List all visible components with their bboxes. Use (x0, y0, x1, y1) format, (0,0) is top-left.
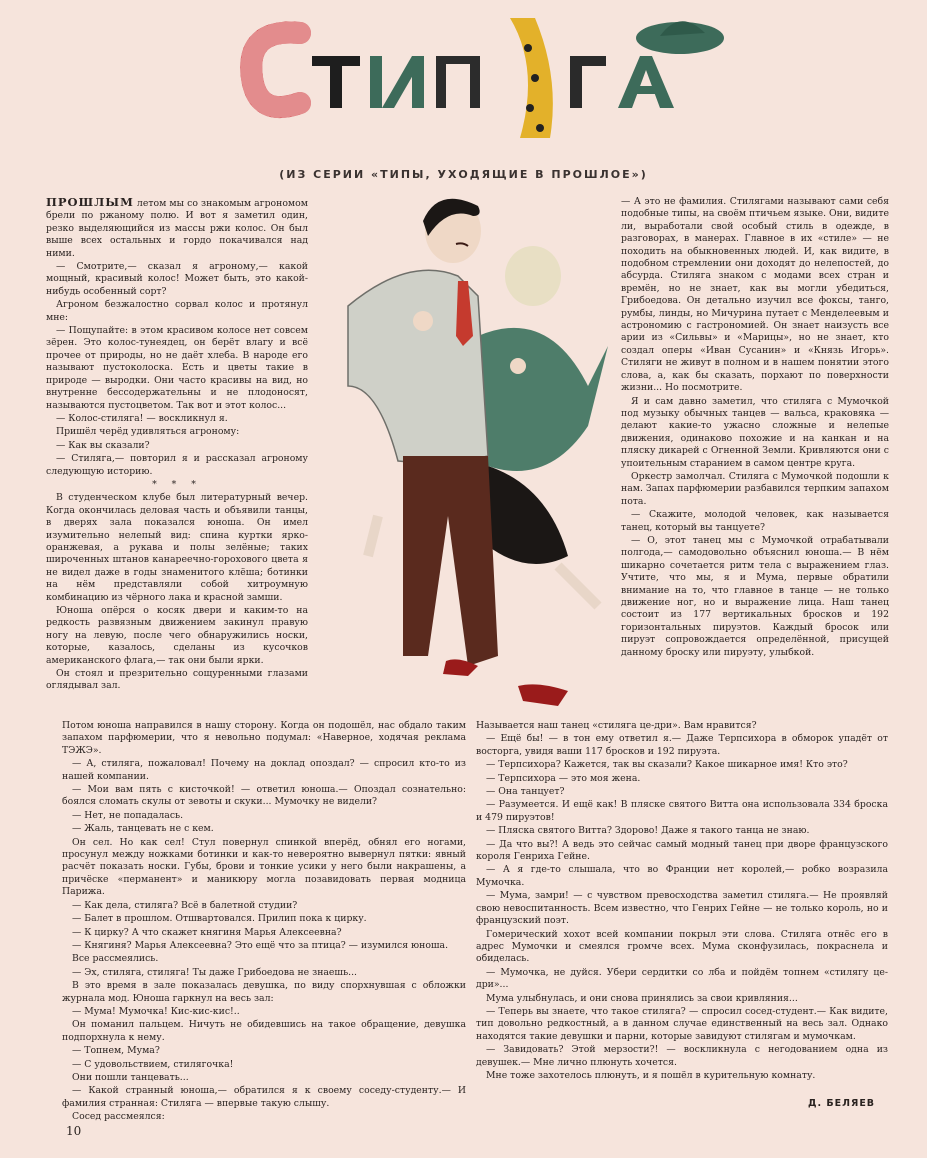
paragraph: — А я где-то слышала, что во Франции нет королей,— робко возразила Мумочка. (476, 864, 888, 888)
paragraph: — Как вы сказали? (56, 439, 150, 451)
paragraph: — Как дела, стиляга? Всё в балетной студии? (72, 899, 298, 911)
paragraph: Он сел. Но как сел! Стул повернул спинкой вперёд, обнял его ногами, просунул между ножками ботинки и как-то невероятно вывернул пятки: явный расчёт показать носки. Губы, брови и тонкие усики у него были накрашены, а причёске «перманент» и маникюру могла позавидовать первая модница Парижа. (62, 836, 466, 898)
paragraph: Мне тоже захотелось плюнуть, и я пошёл в курительную комнату. (486, 1069, 816, 1081)
paragraph: Все рассмеялись. (72, 953, 159, 965)
paragraph: — Завидовать? Этой мерзости?! — воскликнула с негодованием одна из девушек.— Мне лично плюнуть хочется. (476, 1044, 888, 1068)
paragraph: — Мумочка, не дуйся. Убери сердитки со лба и пойдём топнем «стилягу це-дри»... (476, 966, 888, 991)
paragraph: Я и сам давно заметил, что стиляга с Мумочкой под музыку обычных танцев — вальса, краковяка — делают какие-то ужасно сложные и нелепые движения, одинаково похожие и на канкан и на пляску дикарей с Огненной Земли. Кривляются они с упоительным старанием в самом центре круга. (621, 395, 889, 469)
paragraph: Называется наш танец «стиляга це-дри». Вам нравится? (476, 720, 757, 731)
paragraph: — Мума, замри! — с чувством превосходства заметил стиляга.— Не проявляй свою невоспитанность. Всем известно, что Генрих Гейне — не только король, но и французский поэт. (476, 890, 888, 927)
paragraph: Потом юноша направился в нашу сторону. Когда он подошёл, нас обдало таким запахом парфюмерии, что я невольно подумал: «Наверное, ходячая реклама ТЭЖЭ». (62, 720, 466, 756)
paragraph (46, 196, 308, 260)
paragraph: Он стоял и презрительно сощуренными глазами оглядывал зал. (46, 668, 308, 692)
paragraph: — Нет, не попадалась. (72, 809, 184, 821)
article-column-bottom-right (476, 720, 888, 1085)
author-signature: Д. БЕЛЯЕВ (808, 1098, 876, 1109)
drop-capital: ПРОШЛЫМ (46, 195, 134, 209)
paragraph: — Терпсихора — это моя жена. (486, 772, 641, 784)
page-number: 10 (66, 1124, 82, 1138)
paragraph: — Колос-стиляга! — воскликнул я. (56, 412, 228, 424)
paragraph: — Разумеется. И ещё как! В пляске святого Витта она использовала 334 броска и 479 пируэтов! (476, 799, 888, 823)
article-column-right (621, 196, 889, 724)
paragraph: — Смотрите,— сказал я агроному,— какой мощный, красивый колос! Может быть, это какой-нибудь особенный сорт? (46, 261, 308, 297)
paragraph: — О, этот танец мы с Мумочкой отрабатывали полгода,— самодовольно объяснил юноша.— В нём шикарно сочетается ритм тела с выражением глаз. Учтите, что мы, я и Мума, первые обратили внимание на то, что главное в танце — не только движение ног, но и выражение лица. Наш танец состоит из 177 вертикальных бросков и 192 горизонтальных пируэтов. Каждый бросок или пируэт сопровождается определённой, присущей данному броску или пируэту, улыбкой. (621, 534, 889, 658)
subtitle: (ИЗ СЕРИИ «ТИПЫ, УХОДЯЩИЕ В ПРОШЛОЕ») (279, 168, 648, 181)
paragraph: — Какой странный юноша,— обратился я к своему соседу-студенту.— И фамилия странная: Стиляга — впервые такую слышу. (62, 1085, 466, 1109)
paragraph: — Теперь вы знаете, что такое стиляга? — спросил сосед-студент.— Как видите, тип довольно редкостный, а в данном случае единственный на весь зал. Однако находятся такие девушки и парни, которые завидуют стилягам и мумочкам. (476, 1005, 888, 1042)
paragraph: — Княгиня? Марья Алексеевна? Это ещё что за птица? — изумился юноша. (72, 939, 449, 951)
paragraph: — Мои вам пять с кисточкой! — ответил юноша.— Опоздал сознательно: боялся сломать скулы от зевоты и скуки... Мумочку не видели? (62, 784, 466, 808)
paragraph: — Скажите, молодой человек, как называется танец, который вы танцуете? (621, 509, 889, 533)
paragraph: Агроном безжалостно сорвал колос и протянул мне: (46, 299, 308, 323)
section-divider: * * * (152, 478, 202, 490)
paragraph: Оркестр замолчал. Стиляга с Мумочкой подошли к нам. Запах парфюмерии разбавился терпким запахом пота. (621, 470, 889, 507)
paragraph: Он поманил пальцем. Ничуть не обидевшись на такое обращение, девушка подпорхнула к нему. (62, 1019, 466, 1043)
paragraph: — К цирку? А что скажет княгиня Марья Алексеевна? (72, 926, 342, 938)
paragraph: — С удовольствием, стилягочка! (72, 1058, 234, 1070)
title-lettering-art (240, 8, 740, 148)
paragraph: — Пляска святого Витта? Здорово! Даже я такого танца не знаю. (486, 825, 810, 837)
article-column-bottom-left (62, 720, 466, 1123)
paragraph: В студенческом клубе был литературный вечер. Когда окончилась деловая часть и объявили танцы, в дверях зала показался юноша. Он имел изумительно нелепый вид: спина куртки ярко-оранжевая, а рукава и полы зелёные; таких широченных штанов канареечно-горохового цвета я не видел даже в годы знаменитого клёша; ботинки на нём представляли собой хитроумную комбинацию из чёрного лака и красной замши. (46, 492, 308, 603)
paragraph: — Жаль, танцевать не с кем. (72, 823, 214, 835)
paragraph: — А это не фамилия. Стилягами называют сами себя подобные типы, на своём птичьем языке. Они, видите ли, выработали свой особый стиль в одежде, в разговорах, в манерах. Главное в их «стиле» — не походить на обыкновенных людей. И, как видите, в подобном стремлении они доходят до нелепостей, до абсурда. Стиляга знаком с модами всех стран и времён, но не знает, как вы могли убедиться, Грибоедова. Он детально изучил все фоксы, танго, румбы, линды, но Мичурина путает с Менделеевым и астрономию с гастрономией. Он знает наизусть все арии из «Сильвы» и «Марицы», но не знает, кто создал оперы «Иван Сусанин» и «Князь Игорь». Стиляги не живут в полном и в нашем понятии этого слова, а, как бы сказать, порхают по поверхности жизни... Но посмотрите. (621, 196, 889, 394)
paragraph: — Стиляга,— повторил я и рассказал агроному следующую историю. (46, 453, 308, 477)
paragraph: — Терпсихора? Кажется, так вы сказали? Какое шикарное имя! Кто это? (486, 759, 848, 771)
paragraph: Они пошли танцевать... (72, 1071, 189, 1083)
paragraph: — Она танцует? (486, 786, 565, 798)
dancing-couple-illustration (308, 186, 628, 726)
article-column-left (46, 196, 308, 718)
paragraph: — Эх, стиляга, стиляга! Ты даже Грибоедова не знаешь... (72, 966, 358, 978)
paragraph: Мума улыбнулась, и они снова принялись за свои кривляния... (486, 992, 798, 1004)
paragraph: Сосед рассмеялся: (72, 1111, 165, 1123)
paragraph: — Ещё бы! — в тон ему ответил я.— Даже Терпсихора в обморок упадёт от восторга, увидя ваши 117 бросков и 192 пируэта. (476, 733, 888, 757)
paragraph: Гомерический хохот всей компании покрыл эти слова. Стиляга отнёс его в адрес Мумочки и смеялся громче всех. Мума сконфузилась, покраснела и обиделась. (476, 928, 888, 965)
paragraph: Юноша опёрся о косяк двери и каким-то на редкость развязным движением закинул правую ногу на левую, после чего обнаружились носки, которые, казалось, сделаны из кусочков американского флага,— так они были ярки. (46, 605, 308, 666)
paragraph: — А, стиляга, пожаловал! Почему на доклад опоздал? — спросил кто-то из нашей компании. (62, 758, 466, 782)
paragraph: В это время в зале показалась девушка, по виду спорхнувшая с обложки журнала мод. Юноша гаркнул на весь зал: (62, 980, 466, 1004)
paragraph: — Мума! Мумочка! Кис-кис-кис!.. (72, 1005, 240, 1017)
paragraph: — Да что вы?! А ведь это сейчас самый модный танец при дворе французского короля Генриха Гейне. (476, 838, 888, 863)
paragraph: — Пощупайте: в этом красивом колосе нет совсем зёрен. Это колос-тунеядец, он берёт влагу и всё прочее от природы, но не даёт хлеба. В народе его называют пустоколоска. Есть и цветы такие в природе — выродки. Они часто красивы на вид, но внутренне бессодержательны и не плодоносят, называются пустоцветом. Так вот и этот колос... (46, 325, 308, 411)
paragraph-text: летом мы со знакомым агрономом брели по ржаному полю. И вот я заметил один, резко выделяющийся из массы ржи колос. Он был выше всех остальных и гордо покачивался над ними. (46, 198, 308, 259)
paragraph: — Балет в прошлом. Отшвартовался. Прилип пока к цирку. (72, 913, 367, 925)
paragraph: Пришёл черёд удивляться агроному: (56, 426, 240, 438)
paragraph: — Топнем, Мума? (72, 1045, 160, 1057)
